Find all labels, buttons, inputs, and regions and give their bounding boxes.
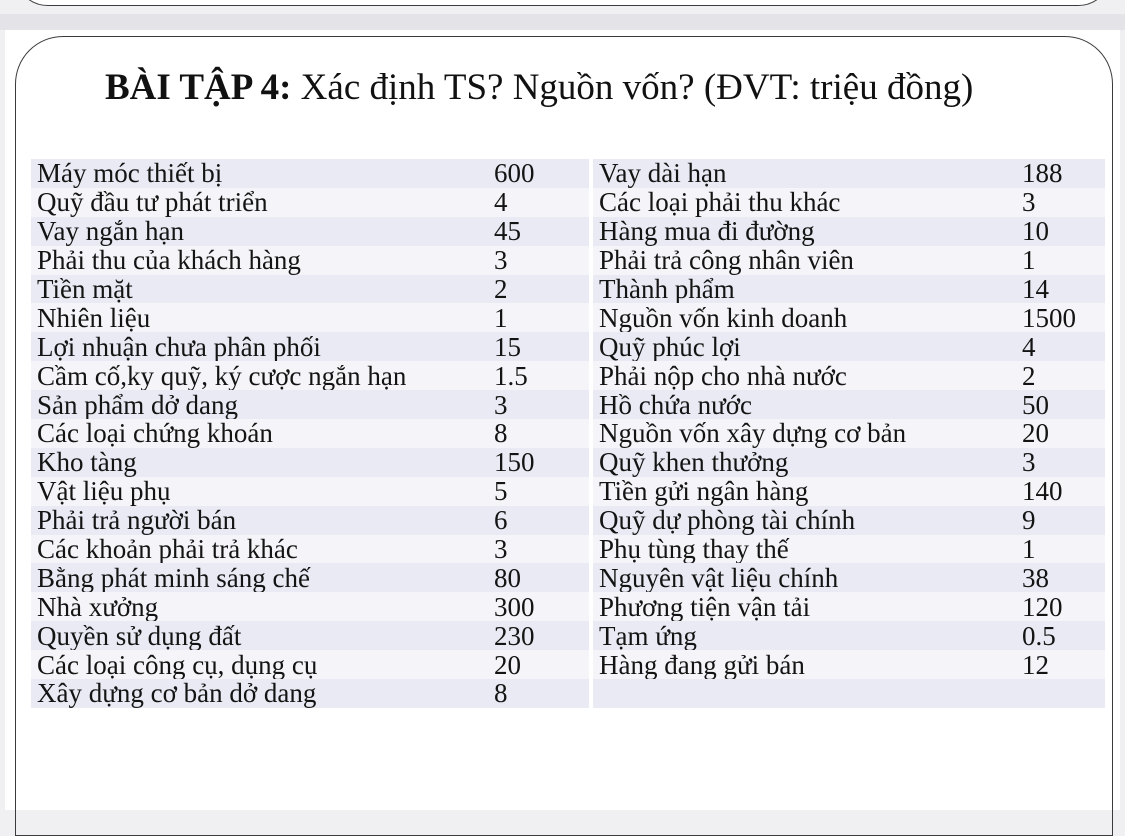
right-item-value: 1 — [1016, 246, 1105, 275]
left-item-name: Phải trả người bán — [31, 506, 488, 535]
left-item-name: Quyền sử dụng đất — [31, 621, 488, 650]
table-row — [31, 188, 1105, 217]
right-item-value: 20 — [1016, 419, 1105, 448]
right-item-name: Phải trả công nhân viên — [593, 246, 1016, 275]
table-row — [31, 535, 1105, 564]
left-item-name: Lợi nhuận chưa phân phối — [31, 332, 488, 361]
right-item-name: Hàng đang gửi bán — [593, 650, 1016, 679]
right-item-name: Tạm ứng — [593, 621, 1016, 650]
left-item-name: Cầm cố,ky quỹ, ký cược ngắn hạn — [31, 361, 488, 390]
table-row — [31, 621, 1105, 650]
table-row — [31, 679, 1105, 708]
right-item-value: 4 — [1016, 332, 1105, 361]
exercise-title-question: Xác định TS? Nguồn vốn? (ĐVT: triệu đồng) — [291, 67, 974, 108]
left-item-name: Xây dựng cơ bản dở dang — [31, 679, 488, 708]
left-item-name: Máy móc thiết bị — [31, 159, 488, 188]
right-item-name: Quỹ khen thưởng — [593, 448, 1016, 477]
right-item-name: Các loại phải thu khác — [593, 188, 1016, 217]
table-row — [31, 390, 1105, 419]
left-item-name: Sản phẩm dở dang — [31, 390, 488, 419]
right-item-value: 188 — [1016, 159, 1105, 188]
right-item-name: Phụ tùng thay thế — [593, 535, 1016, 564]
right-item-name: Hồ chứa nước — [593, 390, 1016, 419]
left-item-value: 150 — [488, 448, 589, 477]
table-row — [31, 217, 1105, 246]
left-item-name: Bằng phát minh sáng chế — [31, 563, 488, 592]
left-item-name: Các loại chứng khoán — [31, 419, 488, 448]
table-row — [31, 448, 1105, 477]
left-item-value: 8 — [488, 679, 589, 708]
left-item-value: 3 — [488, 246, 589, 275]
left-item-value: 15 — [488, 332, 589, 361]
left-item-name: Nhiên liệu — [31, 303, 488, 332]
left-item-value: 230 — [488, 621, 589, 650]
table-row — [31, 275, 1105, 304]
table-row — [31, 563, 1105, 592]
right-item-value — [1016, 679, 1105, 708]
right-item-name: Phương tiện vận tải — [593, 592, 1016, 621]
table-row — [31, 477, 1105, 506]
exercise-title — [105, 66, 973, 110]
left-item-value: 600 — [488, 159, 589, 188]
left-item-name: Kho tàng — [31, 448, 488, 477]
left-item-value: 3 — [488, 390, 589, 419]
right-item-value: 14 — [1016, 275, 1105, 304]
left-item-name: Nhà xưởng — [31, 592, 488, 621]
table-row — [31, 650, 1105, 679]
left-item-value: 45 — [488, 217, 589, 246]
right-item-name: Phải nộp cho nhà nước — [593, 361, 1016, 390]
right-item-value: 120 — [1016, 592, 1105, 621]
right-item-name: Thành phẩm — [593, 275, 1016, 304]
left-item-value: 300 — [488, 592, 589, 621]
items-table — [31, 159, 1105, 708]
right-item-name: Tiền gửi ngân hàng — [593, 477, 1016, 506]
left-item-name: Các loại công cụ, dụng cụ — [31, 650, 488, 679]
right-item-value: 1500 — [1016, 303, 1105, 332]
right-item-value: 9 — [1016, 506, 1105, 535]
left-item-value: 1 — [488, 303, 589, 332]
right-item-name: Nguồn vốn kinh doanh — [593, 303, 1016, 332]
items-table-body — [31, 159, 1105, 708]
previous-slide-edge — [14, 0, 1112, 6]
slide-separator — [0, 14, 1125, 30]
right-item-name: Nguồn vốn xây dựng cơ bản — [593, 419, 1016, 448]
right-item-name: Nguyên vật liệu chính — [593, 563, 1016, 592]
left-item-value: 1.5 — [488, 361, 589, 390]
exercise-title-label: BÀI TẬP 4: — [105, 67, 292, 108]
right-item-name: Quỹ dự phòng tài chính — [593, 506, 1016, 535]
right-item-value: 12 — [1016, 650, 1105, 679]
left-item-name: Phải thu của khách hàng — [31, 246, 488, 275]
right-item-value: 0.5 — [1016, 621, 1105, 650]
left-item-value: 8 — [488, 419, 589, 448]
left-item-value: 2 — [488, 275, 589, 304]
left-item-name: Tiền mặt — [31, 275, 488, 304]
right-item-value: 1 — [1016, 535, 1105, 564]
table-row — [31, 361, 1105, 390]
left-item-value: 20 — [488, 650, 589, 679]
table-row — [31, 332, 1105, 361]
slide — [5, 30, 1120, 810]
table-row — [31, 159, 1105, 188]
table-row — [31, 303, 1105, 332]
right-item-value: 2 — [1016, 361, 1105, 390]
left-item-name: Các khoản phải trả khác — [31, 535, 488, 564]
right-item-name: Quỹ phúc lợi — [593, 332, 1016, 361]
right-item-value: 140 — [1016, 477, 1105, 506]
right-item-name — [593, 679, 1016, 708]
right-item-value: 38 — [1016, 563, 1105, 592]
left-item-value: 5 — [488, 477, 589, 506]
table-row — [31, 419, 1105, 448]
right-item-name: Vay dài hạn — [593, 159, 1016, 188]
left-item-value: 3 — [488, 535, 589, 564]
table-row — [31, 506, 1105, 535]
right-item-name: Hàng mua đi đường — [593, 217, 1016, 246]
right-item-value: 10 — [1016, 217, 1105, 246]
right-item-value: 3 — [1016, 188, 1105, 217]
table-row — [31, 592, 1105, 621]
right-item-value: 50 — [1016, 390, 1105, 419]
right-item-value: 3 — [1016, 448, 1105, 477]
left-item-value: 6 — [488, 506, 589, 535]
left-item-value: 4 — [488, 188, 589, 217]
left-item-value: 80 — [488, 563, 589, 592]
left-item-name: Quỹ đầu tư phát triển — [31, 188, 488, 217]
table-row — [31, 246, 1105, 275]
left-item-name: Vật liệu phụ — [31, 477, 488, 506]
left-item-name: Vay ngắn hạn — [31, 217, 488, 246]
